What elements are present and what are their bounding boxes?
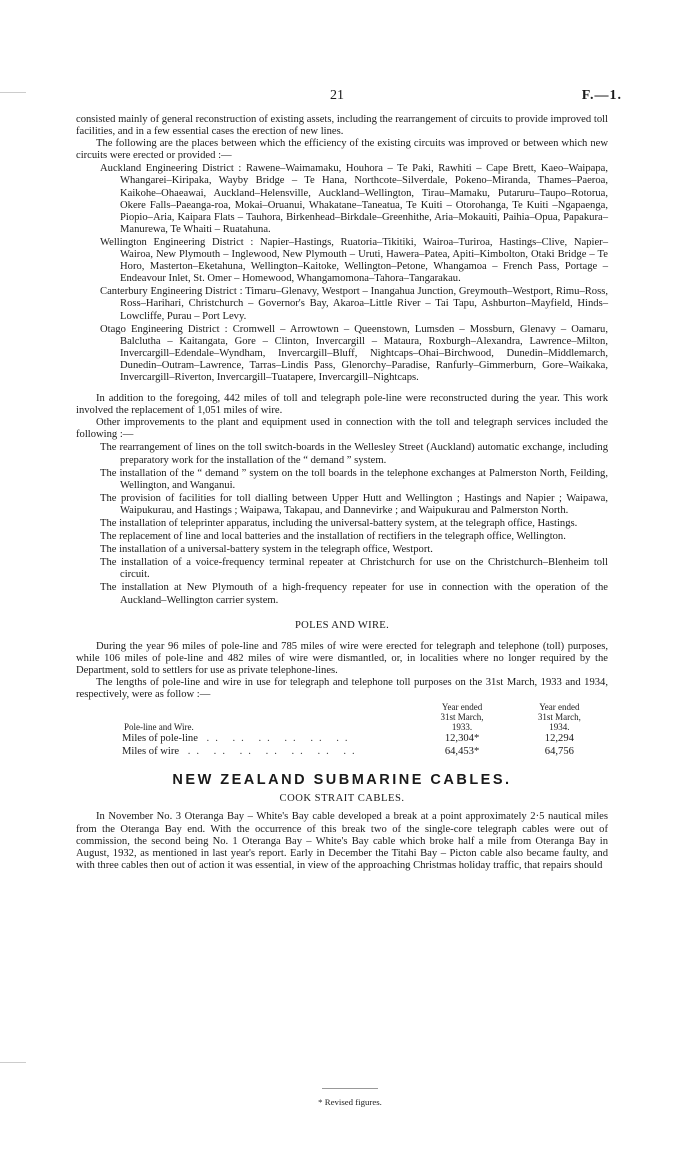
poles-paragraph: During the year 96 miles of pole-line and 785 miles of wire were erected for telegraph and telephone (toll) purposes, while 106 miles of pole-line and 482 miles of wire were dismantled, or, in localities where no longer required by the Department, sold to settlers for use as private telephone-lines. — [76, 640, 608, 676]
intro-paragraph: The following are the places between which the efficiency of the existing circuits was improved or between which new circuits were erected or provided :— — [76, 138, 608, 162]
page-body — [76, 114, 608, 872]
improvement-item: The installation of the “ demand ” system on the toll boards in the telephone exchanges at Palmerston North, Feilding, Wellington, and Wanganui. — [100, 467, 608, 491]
column-header-line: 1934. — [549, 722, 570, 733]
table-row — [116, 732, 608, 745]
margin-mark — [0, 1062, 26, 1063]
additions-paragraph: Other improvements to the plant and equipment used in connection with the toll and telegraph services included the following :— — [76, 417, 608, 441]
value-1933: 64,453* — [444, 746, 480, 758]
pole-line-wire-table — [116, 702, 608, 758]
column-header-line: 1933. — [451, 722, 473, 733]
document-reference: F.—1. — [581, 88, 622, 103]
row-label: Miles of pole-line — [122, 733, 198, 745]
footnote: * Revised figures. — [318, 1097, 382, 1107]
dot-leader: .. .. .. .. .. .. .. — [179, 746, 361, 758]
cables-paragraph: In November No. 3 Oteranga Bay – White's Bay cable developed a break at a point approximately 2·5 nautical miles from the Oteranga Bay end. With the occurrence of this break two of the single-core telegraph cables were out of commission, the second being No. 1 Oteranga Bay – White's Bay cable which broke half a mile from Oteranga Bay in August, 1932, as mentioned in last year's report. Early in December the Titahi Bay – Picton cable also became faulty, and with three cables then out of action it was essential, in view of the approaching Christmas holiday traffic, that repairs should — [76, 811, 608, 871]
column-header-line: 31st March, — [537, 712, 581, 723]
district-wellington: Wellington Engineering District : Napier–Hastings, Ruatoria–Tikitiki, Wairoa–Turiroa, Hastings–Clive, Napier–Wairoa, New Plymouth – Inglewood, New Plymouth – Uruti, Hawera–Patea, Apiti–Kimbolton, Otaki Bridge – Te Horo, Masterton–Eketahuna, Wellington–Kaitoke, Wellington–Petone, Whangamoa – French Pass, Portage – Endeavour Inlet, St. Omer – Homewood, Whangamomona–Tahora–Tangarakau. — [100, 236, 608, 285]
section-heading-submarine-cables: NEW ZEALAND SUBMARINE CABLES. — [172, 772, 512, 789]
value-1934: 64,756 — [544, 746, 574, 758]
value-1933: 12,304* — [444, 733, 480, 745]
improvement-item: The installation of teleprinter apparatus, including the universal-battery system, at the telegraph office, Hastings. — [100, 518, 578, 529]
table-column-1933 — [413, 702, 510, 732]
improvement-item: The provision of facilities for toll dialling between Upper Hutt and Wellington ; Hastings and Napier ; Waipawa, Waipukurau, and Hastings ; Waipawa, Takapau, and Dannevirke ; and Waipukurau and Palmerston North. — [100, 492, 608, 516]
column-header-line: Year ended — [441, 702, 483, 713]
value-1934: 12,294 — [544, 733, 574, 745]
page-number: 21 — [330, 88, 344, 103]
district-auckland: Auckland Engineering District : Rawene–Waimamaku, Houhora – Te Paki, Rawhiti – Cape Brett, Kaeo–Waipapa, Whangarei–Kiripaka, Wayby Bridge – Te Hana, Northcote–Silverdale, Pokeno–Miranda, Thames–Paeroa, Kaikohe–Ohaeawai, Auckland–Helensville, Auckland–Wellington, Tirau–Mamaku, Putaruru–Taupo–Rotorua, Okere Falls–Paeanga-roa, Mokai–Oruanui, Whakatane–Taneatua, Te Kuiti – Otorohanga, Te Kuiti –Ngapaenga, Piopio–Aria, Kaipara Flats – Tauhora, Birkenhead–Birkdale–Greenhithe, Aria–Mokauiti, Paihia–Opua, Papakura–Manurewa, Te Whaiti – Ruatahuna. — [100, 163, 608, 235]
improvement-item: The installation of a voice-frequency terminal repeater at Christchurch for use on the Christchurch–Blenheim toll circuit. — [100, 557, 608, 581]
dot-leader: .. .. .. .. .. .. — [197, 733, 354, 745]
improvement-item: The rearrangement of lines on the toll switch-boards in the Wellesley Street (Auckland) automatic exchange, including preparatory work for the installation of the “ demand ” system. — [100, 442, 608, 466]
footnote-rule — [322, 1088, 378, 1089]
table-label-header: Pole-line and Wire. — [124, 722, 194, 733]
section-heading-poles-and-wire: POLES AND WIRE. — [294, 619, 390, 631]
improvement-item: The installation of a universal-battery system in the telegraph office, Westport. — [100, 544, 433, 556]
improvement-item: The installation at New Plymouth of a high-frequency repeater for use in connection with the operation of the Auckland–Wellington carrier system. — [100, 582, 608, 606]
table-column-1934 — [511, 702, 608, 732]
district-otago: Otago Engineering District : Cromwell – Arrowtown – Queenstown, Lumsden – Mossburn, Glenavy – Oamaru, Balclutha – Kaitangata, Gore – Clinton, Invercargill – Mataura, Roxburgh–Alexandra, Lawrence–Milton, Invercargill–Edendale–Wyndham, Invercargill–Bluff, Nightcaps–Ohai–Birchwood, Dunedin–Middlemarch, Dunedin–Outram–Lawrence, Tarras–Lindis Pass, Glenorchy–Paradise, Ranfurly–Gimmerburn, Gore–Waikaka, Invercargill–Riverton, Invercargill–Tuatapere, Invercargill–Nightcaps. — [100, 323, 608, 383]
poles-paragraph: The lengths of pole-line and wire in use for telegraph and telephone toll purposes on the 31st March, 1933 and 1934, respectively, were as follow :— — [76, 677, 608, 701]
row-label: Miles of wire — [122, 746, 180, 758]
improvement-item: The replacement of line and local batteries and the installation of rectifiers in the telegraph office, Wellington. — [100, 531, 566, 543]
intro-paragraph: consisted mainly of general reconstruction of existing assets, including the rearrangement of circuits to provide improved toll facilities, and in a few essential cases the erection of new lines. — [76, 114, 608, 138]
district-canterbury: Canterbury Engineering District : Timaru–Glenavy, Westport – Inangahua Junction, Greymouth–Westport, Rimu–Ross, Ross–Harihari, Christchurch – Governor's Bay, Akaroa–Little River – Tai Tapu, Ashburton–Mayfield, Hinds–Lowcliffe, Purau – Port Levy. — [100, 286, 608, 322]
additions-paragraph: In addition to the foregoing, 442 miles of toll and telegraph pole-line were reconstructed during the year. This work involved the replacement of 1,051 miles of wire. — [76, 393, 608, 417]
column-header-line: Year ended — [539, 702, 580, 713]
subsection-heading-cook-strait: COOK STRAIT CABLES. — [279, 793, 405, 805]
page-header — [0, 88, 700, 108]
table-row — [116, 745, 608, 758]
column-header-line: 31st March, — [440, 712, 484, 723]
